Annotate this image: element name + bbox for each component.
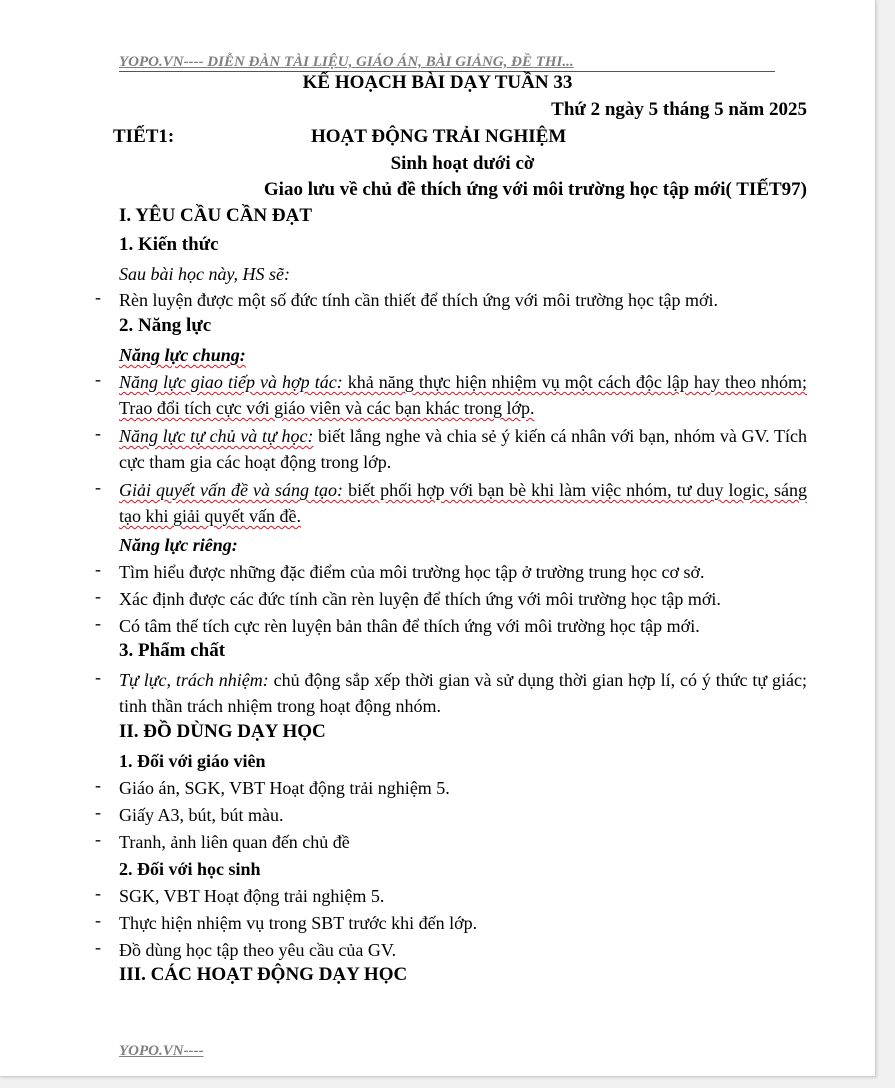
quality-item [119,667,807,719]
activity-title: Sinh hoạt dưới cờ [390,153,535,174]
quality-text: chủ động sắp xếp thời gian và sử dụng thời gian hợp lí, có ý thức tự giác; tinh thần trách nhiệm trong hoạt động nhóm. [119,670,807,716]
lesson-label: TIẾT1: [113,126,175,147]
bullet-dash: - [95,613,101,633]
bullet-dash: - [95,802,101,822]
general-competence-3 [119,477,807,529]
knowledge-heading: 1. Kiến thức [119,234,219,255]
section-1-heading: I. YÊU CẦU CẦN ĐẠT [119,205,312,226]
bullet-dash: - [95,775,101,795]
specific-competence-heading: Năng lực riêng: [119,535,238,555]
teacher-item-2: Giấy A3, bút, bút màu. [119,805,284,825]
general-competence-2 [119,423,807,475]
subject-title: HOẠT ĐỘNG TRẢI NGHIỆM [311,126,567,147]
bullet-dash: - [95,477,101,497]
bullet-dash: - [95,910,101,930]
knowledge-intro: Sau bài học này, HS sẽ: [119,264,290,284]
quality-label: Tự lực, trách nhiệm: [119,670,269,690]
specific-competence-1: Tìm hiểu được những đặc điểm của môi trường học tập ở trường trung học cơ sở. [119,562,705,582]
competence-heading: 2. Năng lực [119,315,212,336]
knowledge-item: Rèn luyện được một số đức tính cần thiết để thích ứng với môi trường học tập mới. [119,290,719,310]
page-footer: YOPO.VN---- [119,1043,204,1059]
quality-heading: 3. Phẩm chất [119,640,226,661]
general-competence-heading: Năng lực chung: [119,345,246,365]
teacher-item-1: Giáo án, SGK, VBT Hoạt động trải nghiệm 5. [119,778,450,798]
general-competence-3-text: biết phối hợp với bạn bè khi làm việc nhóm, tư duy logic, sáng tạo khi giải quyết vấn đề. [119,480,807,526]
general-competence-2-label: Năng lực tự chủ và tự học: [119,426,314,446]
specific-competence-2: Xác định được các đức tính cần rèn luyện để thích ứng với môi trường học tập mới. [119,589,721,609]
topic-title: Giao lưu về chủ đề thích ứng với môi trường học tập mới( TIẾT97) [263,179,807,200]
general-competence-1-text: khả năng thực hiện nhiệm vụ một cách độc lập hay theo nhóm; Trao đổi tích cực với giáo viên và các bạn khác trong lớp. [119,372,808,418]
general-competence-1-label: Năng lực giao tiếp và hợp tác: [119,372,343,392]
student-item-2: Thực hiện nhiệm vụ trong SBT trước khi đến lớp. [119,913,478,933]
student-item-1: SGK, VBT Hoạt động trải nghiệm 5. [119,886,385,906]
student-heading: 2. Đối với học sinh [119,859,261,879]
student-item-3: Đồ dùng học tập theo yêu cầu của GV. [119,940,397,960]
section-2-heading: II. ĐỒ DÙNG DẠY HỌC [119,721,326,742]
bullet-dash: - [95,287,101,307]
bullet-dash: - [95,586,101,606]
page-header: YOPO.VN---- DIỄN ĐÀN TÀI LIỆU, GIÁO ÁN, BÀI GIẢNG, ĐỀ THI... [119,53,775,72]
teacher-heading: 1. Đối với giáo viên [119,751,266,771]
general-competence-2-text: biết lắng nghe và chia sẻ ý kiến cá nhân với bạn, nhóm và GV. Tích cực tham gia các hoạt động trong lớp. [119,426,807,472]
bullet-dash: - [95,667,101,687]
bullet-dash: - [95,829,101,849]
specific-competence-3: Có tâm thế tích cực rèn luyện bản thân để thích ứng với môi trường học tập mới. [119,616,700,636]
lesson-date: Thứ 2 ngày 5 tháng 5 năm 2025 [551,99,807,120]
section-3-heading: III. CÁC HOẠT ĐỘNG DẠY HỌC [119,964,408,985]
bullet-dash: - [95,883,101,903]
general-competence-1 [119,369,807,421]
bullet-dash: - [95,937,101,957]
general-competence-3-label: Giải quyết vấn đề và sáng tạo: [119,480,344,500]
lesson-plan-title: KẾ HOẠCH BÀI DẠY TUẦN 33 [302,72,573,93]
teacher-item-3: Tranh, ảnh liên quan đến chủ đề [119,832,350,852]
bullet-dash: - [95,559,101,579]
bullet-dash: - [95,423,101,443]
bullet-dash: - [95,369,101,389]
